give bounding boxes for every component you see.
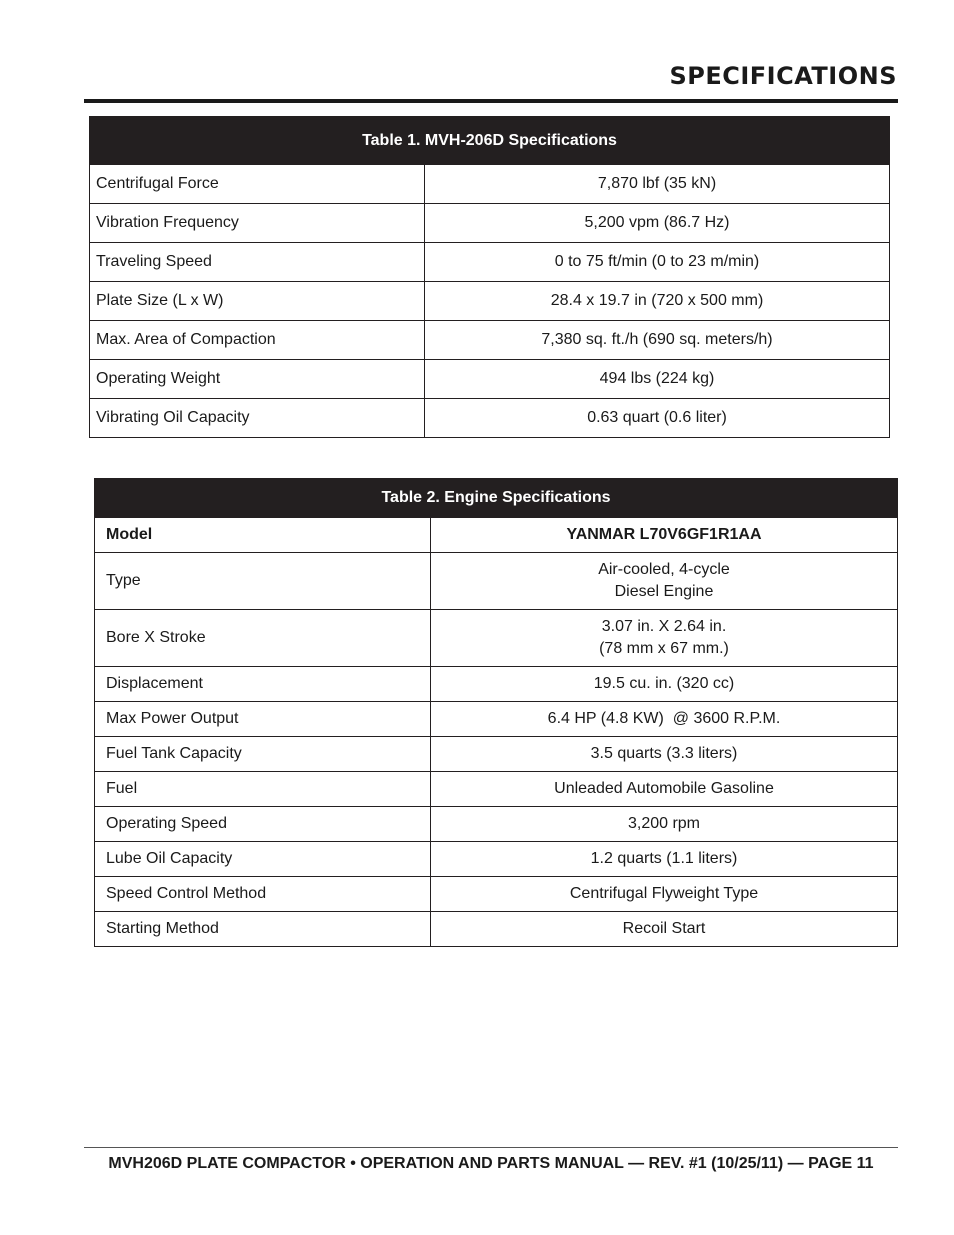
table-row — [95, 877, 898, 912]
table-row — [95, 772, 898, 807]
table-row — [90, 204, 890, 243]
table-row — [90, 165, 890, 204]
spec-value: 3.5 quarts (3.3 liters) — [431, 737, 898, 772]
spec-label: Vibrating Oil Capacity — [90, 399, 425, 438]
table-row — [95, 610, 898, 667]
spec-value-line: Air-cooled, 4-cycle — [598, 561, 730, 578]
spec-label: Plate Size (L x W) — [90, 282, 425, 321]
engine-specifications-table — [94, 478, 898, 947]
spec-value: 5,200 vpm (86.7 Hz) — [425, 204, 890, 243]
spec-value: 28.4 x 19.7 in (720 x 500 mm) — [425, 282, 890, 321]
spec-label: Operating Weight — [90, 360, 425, 399]
spec-label: Traveling Speed — [90, 243, 425, 282]
spec-value: 3,200 rpm — [431, 807, 898, 842]
spec-value: 0.63 quart (0.6 liter) — [425, 399, 890, 438]
spec-value: 7,380 sq. ft./h (690 sq. meters/h) — [425, 321, 890, 360]
table-row — [90, 243, 890, 282]
spec-value: 0 to 75 ft/min (0 to 23 m/min) — [425, 243, 890, 282]
page-footer: MVH206D PLATE COMPACTOR • OPERATION AND PARTS MANUAL — REV. #1 (10/25/11) — PAGE 11 — [108, 1155, 874, 1172]
spec-value-line: 3.07 in. X 2.64 in. — [601, 618, 727, 635]
spec-label: Fuel — [95, 772, 431, 807]
table-caption-row — [90, 117, 890, 165]
spec-label: Max. Area of Compaction — [90, 321, 425, 360]
spec-value: Centrifugal Flyweight Type — [431, 877, 898, 912]
table-row — [90, 360, 890, 399]
spec-value: 494 lbs (224 kg) — [425, 360, 890, 399]
title-divider — [84, 99, 898, 103]
spec-label: Starting Method — [95, 912, 431, 947]
spec-value-line: Diesel Engine — [614, 583, 714, 600]
page-title: SPECIFICATIONS — [669, 62, 897, 90]
spec-value: 7,870 lbf (35 kN) — [425, 165, 890, 204]
table-row — [95, 737, 898, 772]
spec-label: Lube Oil Capacity — [95, 842, 431, 877]
spec-label: Bore X Stroke — [95, 610, 431, 667]
table-row — [95, 702, 898, 737]
table-row — [95, 842, 898, 877]
table-row — [95, 912, 898, 947]
spec-value — [431, 610, 898, 667]
spec-label: Type — [95, 553, 431, 610]
spec-label: Operating Speed — [95, 807, 431, 842]
specifications-table — [89, 116, 890, 438]
table-row — [90, 399, 890, 438]
spec-value: 1.2 quarts (1.1 liters) — [431, 842, 898, 877]
spec-value: Unleaded Automobile Gasoline — [431, 772, 898, 807]
spec-value — [431, 553, 898, 610]
table-row — [90, 321, 890, 360]
table-row — [90, 282, 890, 321]
spec-label: Displacement — [95, 667, 431, 702]
spec-value: 19.5 cu. in. (320 cc) — [431, 667, 898, 702]
spec-value: 6.4 HP (4.8 KW) @ 3600 R.P.M. — [431, 702, 898, 737]
spec-label: Fuel Tank Capacity — [95, 737, 431, 772]
table-caption: Table 1. MVH-206D Specifications — [90, 117, 890, 165]
spec-value: YANMAR L70V6GF1R1AA — [431, 518, 898, 553]
table-row — [95, 667, 898, 702]
table-row — [95, 553, 898, 610]
spec-label: Vibration Frequency — [90, 204, 425, 243]
table-caption-row — [95, 479, 898, 518]
spec-value-line: (78 mm x 67 mm.) — [599, 640, 729, 657]
footer-divider — [84, 1147, 898, 1148]
spec-label: Model — [95, 518, 431, 553]
table-row — [95, 518, 898, 553]
spec-label: Speed Control Method — [95, 877, 431, 912]
table-caption: Table 2. Engine Specifications — [95, 479, 898, 518]
spec-label: Centrifugal Force — [90, 165, 425, 204]
spec-value: Recoil Start — [431, 912, 898, 947]
table-row — [95, 807, 898, 842]
spec-label: Max Power Output — [95, 702, 431, 737]
